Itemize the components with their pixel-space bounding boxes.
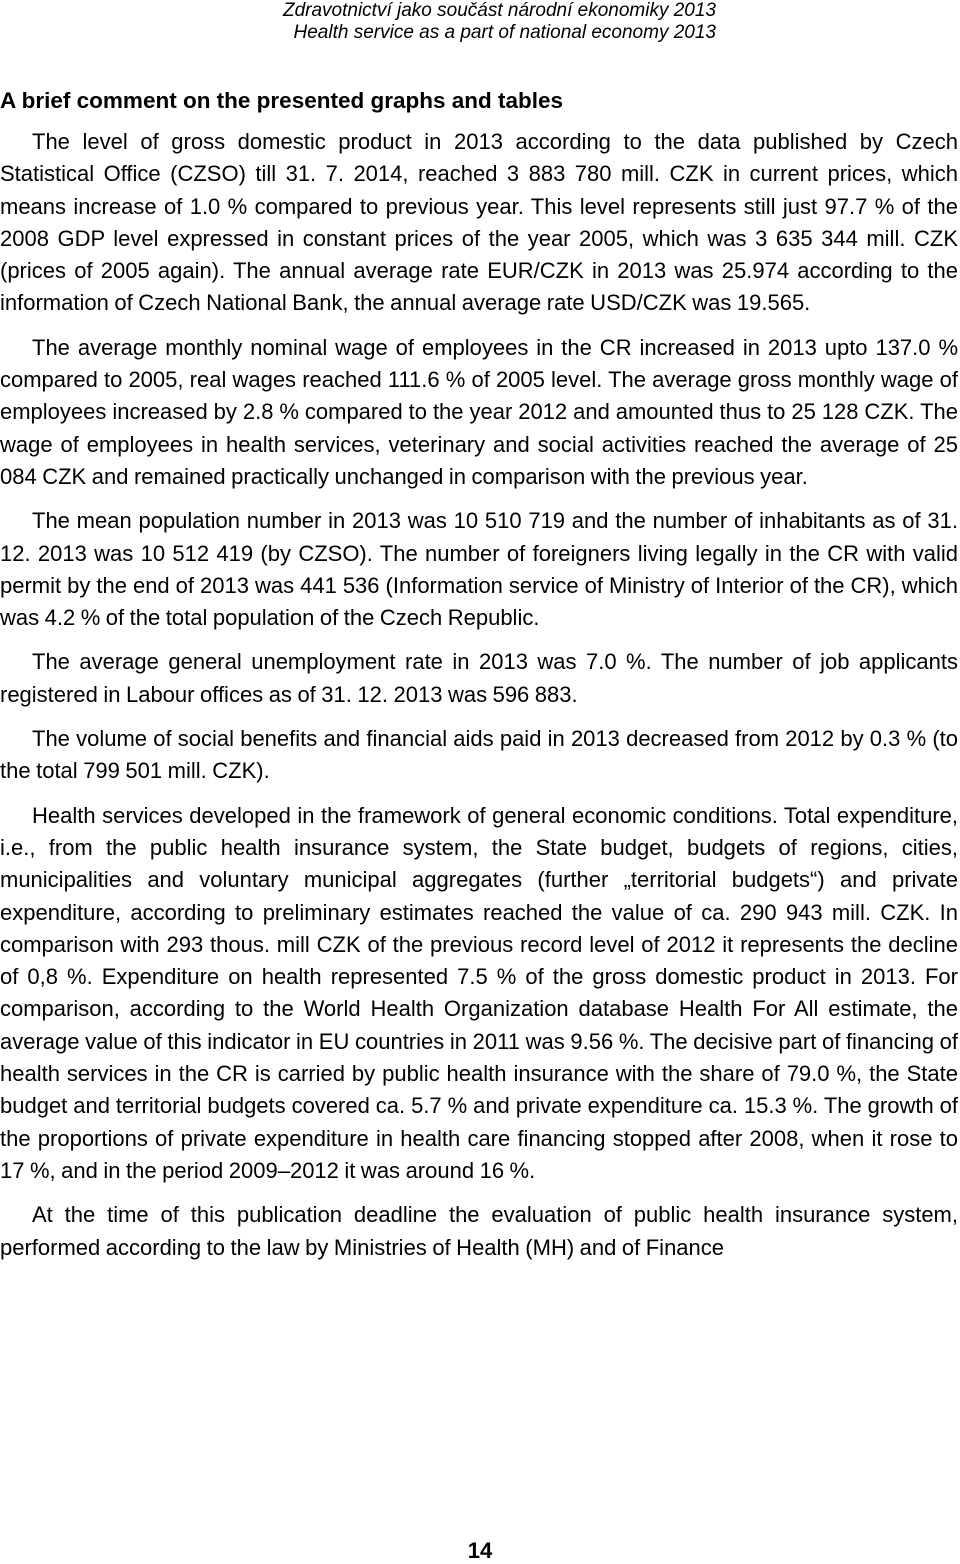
paragraph-unemployment: The average general unemployment rate in 2013 was 7.0 %. The number of job applicants registered in Labour offices as of 31. 12. 2013 was 596 883. (0, 649, 958, 707)
paragraph-population: The mean population number in 2013 was 10 510 719 and the number of inhabitants as of 31. 12. 2013 was 10 512 419 (by CZSO). The number of foreigners living legally in the CR with valid permit by the end of 2013 was 441 536 (Information service of Ministry of Interior of the CR), which was 4.2 % of the total population of the Czech Republic. (0, 508, 958, 631)
section-title: A brief comment on the presented graphs and tables (0, 88, 564, 113)
body-text (0, 126, 958, 1276)
running-header-czech: Zdravotnictví jako součást národní ekonomiky 2013 (282, 0, 716, 21)
page-number: 14 (467, 1538, 493, 1563)
paragraph-health-expenditure: Health services developed in the framework of general economic conditions. Total expenditure, i.e., from the public health insurance system, the State budget, budgets of regions, cities, municipalities and voluntary municipal aggregates (further „territorial budgets“) and private expenditure, according to preliminary estimates reached the value of ca. 290 943 mill. CZK. In comparison with 293 thous. mill CZK of the previous record level of 2012 it represents the decline of 0,8 %. Expenditure on health represented 7.5 % of the gross domestic product in 2013. For comparison, according to the World Health Organization database Health For All estimate, the average value of this indicator in EU countries in 2011 was 9.56 %. The decisive part of financing of health services in the CR is carried by public health insurance with the share of 79.0 %, the State budget and territorial budgets covered ca. 5.7 % and private expenditure ca. 15.3 %. The growth of the proportions of private expenditure in health care financing stopped after 2008, when it rose to 17 %, and in the period 2009–2012 it was around 16 %. (0, 802, 958, 1183)
running-header (283, 0, 716, 44)
paragraph-gdp: The level of gross domestic product in 2013 according to the data published by Czech Statistical Office (CZSO) till 31. 7. 2014, reached 3 883 780 mill. CZK in current prices, which means increase of 1.0 % compared to previous year. This level represents still just 97.7 % of the 2008 GDP level expressed in constant prices of the year 2005, which was 3 635 344 mill. CZK (prices of 2005 again). The annual average rate EUR/CZK in 2013 was 25.974 according to the information of Czech National Bank, the annual average rate USD/CZK was 19.565. (0, 129, 958, 316)
running-header-english: Health service as a part of national economy 2013 (293, 22, 716, 43)
paragraph-social-benefits: The volume of social benefits and financial aids paid in 2013 decreased from 2012 by 0.3 % (to the total 799 501 mill. CZK). (0, 726, 958, 784)
paragraph-insurance-evaluation: At the time of this publication deadline the evaluation of public health insurance system, performed according to the law by Ministries of Health (MH) and of Finance (0, 1202, 958, 1260)
paragraph-wages: The average monthly nominal wage of employees in the CR increased in 2013 upto 137.0 % compared to 2005, real wages reached 111.6 % of 2005 level. The average gross monthly wage of employees increased by 2.8 % compared to the year 2012 and amounted thus to 25 128 CZK. The wage of employees in health services, veterinary and social activities reached the average of 25 084 CZK and remained practically unchanged in comparison with the previous year. (0, 334, 958, 489)
